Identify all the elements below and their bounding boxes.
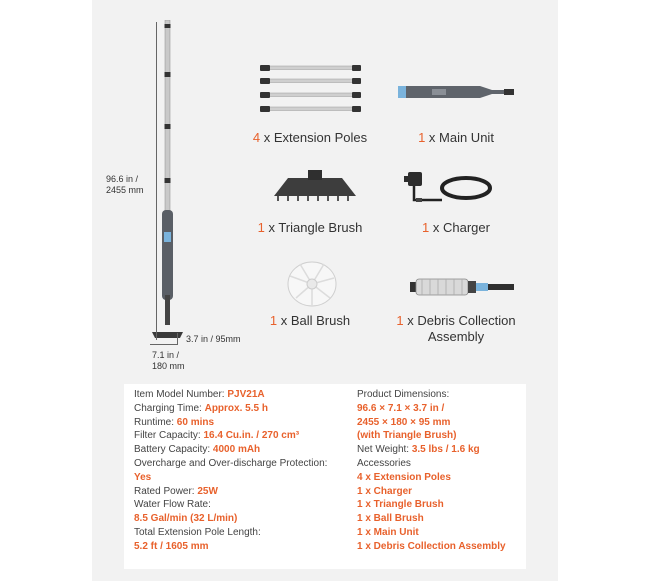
spec-battery-capacity: Battery Capacity: 4000 mAh: [134, 444, 261, 456]
accessory-item: 1 x Ball Brush: [357, 513, 424, 525]
accessory-item: 4 x Extension Poles: [357, 471, 451, 483]
triangle-brush-image: [268, 168, 362, 204]
spec-flow-label: Water Flow Rate:: [134, 499, 211, 511]
spec-pole-length-label: Total Extension Pole Length:: [134, 526, 261, 538]
accessory-item: 1 x Charger: [357, 485, 413, 497]
ball-brush-image: [286, 258, 338, 308]
spec-net-weight: Net Weight: 3.5 lbs / 1.6 kg: [357, 444, 480, 456]
height-dimension-line: [156, 22, 157, 340]
spec-protection-label: Overcharge and Over-discharge Protection:: [134, 457, 328, 469]
spec-dimensions-value-1: 96.6 × 7.1 × 3.7 in /: [357, 402, 445, 414]
extension-poles-caption: 4 x Extension Poles: [252, 130, 368, 145]
width-label: 7.1 in / 180 mm: [152, 350, 185, 371]
charger-caption: 1 x Charger: [422, 220, 490, 235]
assembled-vacuum-image: [150, 20, 200, 350]
debris-collection-caption: 1 x Debris Collection Assembly: [396, 313, 516, 344]
main-unit-caption: 1 x Main Unit: [418, 130, 494, 145]
spec-protection-value: Yes: [134, 471, 152, 483]
spec-model: Item Model Number: PJV21A: [134, 389, 265, 400]
specifications-right-column: [357, 388, 506, 554]
accessory-item: 1 x Debris Collection Assembly: [357, 540, 506, 552]
extension-poles-image: [258, 60, 364, 120]
spec-accessories-label: Accessories: [357, 457, 411, 469]
main-unit-image: [396, 80, 516, 104]
spec-rated-power: Rated Power: 25W: [134, 485, 218, 497]
accessory-item: 1 x Main Unit: [357, 526, 419, 538]
spec-runtime: Runtime: 60 mins: [134, 416, 215, 428]
spec-flow-value: 8.5 Gal/min (32 L/min): [134, 513, 238, 525]
spec-filter-capacity: Filter Capacity: 16.4 Cu.in. / 270 cm³: [134, 430, 300, 442]
debris-collection-assembly-image: [408, 274, 516, 300]
accessory-item: 1 x Triangle Brush: [357, 499, 444, 511]
height-label: 96.6 in / 2455 mm: [106, 174, 144, 195]
width-dimension-line: [150, 344, 178, 345]
spec-dimensions-value-2: 2455 × 180 × 95 mm: [357, 416, 451, 428]
depth-label: 3.7 in / 95mm: [186, 334, 241, 344]
spec-charging-time: Charging Time: Approx. 5.5 h: [134, 402, 268, 414]
charger-image: [400, 166, 494, 206]
spec-dimensions-value-3: (with Triangle Brush): [357, 430, 457, 442]
spec-pole-length-value: 5.2 ft / 1605 mm: [134, 540, 209, 552]
specifications-left-column: [134, 388, 327, 554]
spec-dimensions-label: Product Dimensions:: [357, 389, 450, 400]
ball-brush-caption: 1 x Ball Brush: [269, 313, 351, 328]
triangle-brush-caption: 1 x Triangle Brush: [257, 220, 363, 235]
